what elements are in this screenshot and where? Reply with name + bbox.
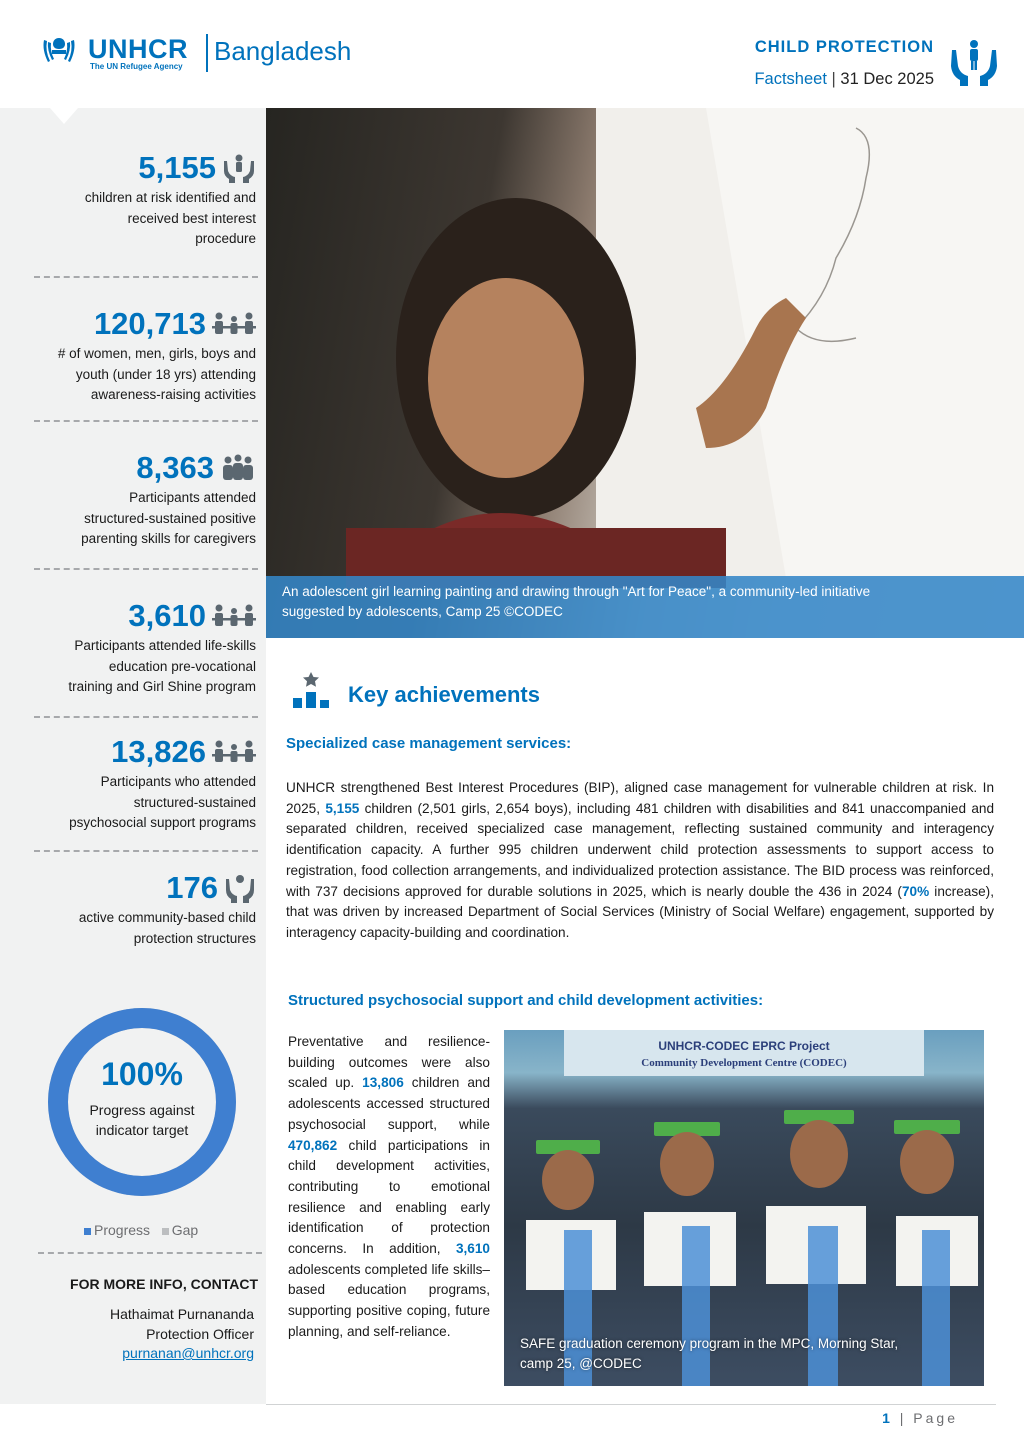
contact-role: Protection Officer bbox=[146, 1325, 254, 1342]
divider bbox=[34, 568, 258, 570]
legend-gap-label: Gap bbox=[171, 1222, 199, 1238]
text-run: Preventative and resilience-building outcomes were also scaled up. bbox=[288, 1034, 490, 1091]
stat-value: 120,713 bbox=[93, 306, 206, 341]
stat-desc-line: received best interest bbox=[127, 210, 256, 226]
doc-subtitle bbox=[754, 70, 934, 89]
text-run: children and adolescents accessed structured psychosocial support, while bbox=[288, 1075, 491, 1132]
page-separator: | bbox=[899, 1410, 907, 1426]
divider bbox=[34, 276, 258, 278]
legend-progress-label: Progress bbox=[94, 1222, 151, 1238]
subsection-heading-case-management: Specialized case management services: bbox=[286, 735, 572, 752]
stat-desc-line: procedure bbox=[195, 231, 256, 246]
contact-email-link[interactable]: purnanan@unhcr.org bbox=[122, 1345, 254, 1361]
family-group-icon bbox=[212, 311, 256, 337]
child-protection-hands-icon bbox=[948, 36, 1000, 88]
photo-caption-line: camp 25, @CODEC bbox=[520, 1356, 642, 1371]
page-label: Page bbox=[913, 1410, 958, 1426]
stat-value: 13,826 bbox=[111, 734, 206, 769]
progress-value: 100% bbox=[101, 1056, 183, 1092]
unhcr-logo-icon bbox=[38, 34, 80, 70]
stat-desc-line: youth (under 18 yrs) attending bbox=[75, 366, 256, 382]
photo-banner-line: UNHCR-CODEC EPRC Project bbox=[658, 1039, 830, 1053]
graduation-photo-caption bbox=[520, 1334, 964, 1374]
hero-illustration bbox=[266, 108, 1024, 638]
stat-value: 176 bbox=[166, 870, 218, 905]
highlight-value: 13,806 bbox=[362, 1075, 404, 1091]
hero-caption bbox=[282, 582, 984, 622]
stat-description bbox=[20, 636, 256, 698]
highlight-value: 70% bbox=[901, 883, 930, 899]
divider bbox=[34, 716, 258, 718]
stat-desc-line: awareness-raising activities bbox=[90, 387, 256, 402]
doc-separator: | bbox=[831, 70, 836, 88]
paragraph-case-management bbox=[286, 778, 994, 944]
paragraph-psychosocial bbox=[288, 1032, 490, 1343]
logo-divider bbox=[206, 34, 208, 72]
stat-description bbox=[20, 488, 256, 550]
org-tagline: The UN Refugee Agency bbox=[90, 62, 183, 71]
highlight-value: 3,610 bbox=[455, 1241, 490, 1257]
people-group-icon bbox=[220, 454, 256, 482]
progress-legend bbox=[84, 1222, 198, 1238]
org-name: UNHCR bbox=[88, 34, 188, 64]
family-group-icon bbox=[212, 603, 256, 629]
divider bbox=[34, 420, 258, 422]
stat-community-structures bbox=[20, 870, 256, 949]
stat-desc-line: Participants who attended bbox=[100, 774, 256, 789]
legend-progress-swatch bbox=[84, 1228, 91, 1235]
stat-desc-line: Participants attended life-skills bbox=[74, 638, 256, 653]
text-run: UNHCR strengthened Best Interest Procedures (BIP), aligned case management for vulnerable children at risk. In 2025, bbox=[286, 780, 994, 816]
page-number-value: 1 bbox=[882, 1410, 893, 1426]
legend-gap-swatch bbox=[162, 1228, 169, 1235]
doc-title: CHILD PROTECTION bbox=[754, 38, 934, 56]
contact-block bbox=[20, 1305, 254, 1364]
text-run: child participations in child development activities, contributing to emotional resilience and enabling early identification of protection concerns. In addition, bbox=[288, 1137, 490, 1257]
stat-description bbox=[20, 908, 256, 949]
stat-desc-line: psychosocial support programs bbox=[69, 815, 256, 830]
family-group-icon bbox=[212, 739, 256, 765]
stat-description bbox=[20, 188, 256, 250]
stat-desc-line: Participants attended bbox=[129, 490, 256, 505]
progress-label-line: indicator target bbox=[95, 1122, 189, 1138]
country-name: Bangladesh bbox=[214, 36, 352, 66]
stat-value: 8,363 bbox=[136, 450, 214, 485]
sidebar-notch bbox=[50, 108, 78, 124]
stat-desc-line: children at risk identified and bbox=[84, 190, 256, 205]
stat-desc-line: parenting skills for caregivers bbox=[81, 531, 256, 546]
photo-banner-line: Community Development Centre (CODEC) bbox=[641, 1057, 847, 1069]
text-run: children (2,501 girls, 2,654 boys), including 481 children with disabilities and 841 unaccompanied and separated children, received specialized case management, reflecting sustained community and interagency identification capacity. A further 995 children underwent child protection assessments to support access to registration, food collection arrangements, and individualized protection assistance. The BID process was reinforced, with 737 decisions approved for durable solutions in 2025, which is nearly double the 436 in 2024 ( bbox=[286, 800, 994, 899]
footer-rule bbox=[266, 1404, 996, 1405]
stat-children-at-risk bbox=[20, 150, 256, 250]
hero-photo bbox=[266, 108, 1024, 638]
text-run: adolescents completed life skills–based education programs, supporting positive coping, future planning, and self-reliance. bbox=[288, 1261, 490, 1339]
stat-desc-line: active community-based child bbox=[78, 910, 256, 925]
achievement-podium-icon bbox=[290, 670, 332, 710]
doc-type: Factsheet bbox=[754, 70, 827, 88]
progress-label bbox=[66, 1100, 218, 1140]
stat-description bbox=[20, 344, 256, 406]
stat-value: 3,610 bbox=[128, 598, 206, 633]
contact-name: Hathaimat Purnananda bbox=[110, 1306, 254, 1322]
contact-heading: FOR MORE INFO, CONTACT bbox=[70, 1276, 258, 1292]
stat-parenting bbox=[20, 450, 256, 550]
stat-desc-line: protection structures bbox=[133, 930, 256, 946]
progress-label-line: Progress against bbox=[89, 1102, 195, 1118]
stat-awareness bbox=[20, 306, 256, 406]
highlight-value: 470,862 bbox=[288, 1137, 338, 1153]
divider bbox=[34, 850, 258, 852]
text-run: increase), that was driven by increased Department of Social Services (Ministry of Social Welfare) engagement, supported by interagency capacity-building and coordination. bbox=[286, 883, 994, 940]
graduation-photo bbox=[504, 1030, 984, 1386]
stat-desc-line: training and Girl Shine program bbox=[68, 679, 256, 694]
page-number bbox=[882, 1410, 958, 1426]
divider bbox=[38, 1252, 262, 1254]
stat-life-skills bbox=[20, 598, 256, 698]
stat-desc-line: education pre-vocational bbox=[108, 658, 256, 674]
highlight-value: 5,155 bbox=[325, 800, 360, 816]
stat-desc-line: structured-sustained bbox=[133, 794, 256, 810]
hero-caption-line: suggested by adolescents, Camp 25 ©CODEC bbox=[282, 604, 563, 619]
hero-caption-line: An adolescent girl learning painting and drawing through "Art for Peace", a community-led initiative bbox=[282, 584, 871, 599]
doc-date: 31 Dec 2025 bbox=[840, 70, 934, 88]
hands-icon bbox=[224, 873, 256, 903]
stat-desc-line: structured-sustained positive bbox=[84, 510, 256, 526]
graduation-illustration bbox=[504, 1030, 984, 1386]
subsection-heading-psychosocial: Structured psychosocial support and child development activities: bbox=[288, 992, 764, 1009]
stat-value: 5,155 bbox=[138, 150, 216, 185]
photo-caption-line: SAFE graduation ceremony program in the MPC, Morning Star, bbox=[520, 1336, 899, 1351]
stat-psychosocial bbox=[20, 734, 256, 834]
stat-description bbox=[20, 772, 256, 834]
section-title: Key achievements bbox=[348, 682, 540, 707]
child-protection-icon bbox=[222, 153, 256, 183]
stat-desc-line: # of women, men, girls, boys and bbox=[57, 346, 256, 361]
